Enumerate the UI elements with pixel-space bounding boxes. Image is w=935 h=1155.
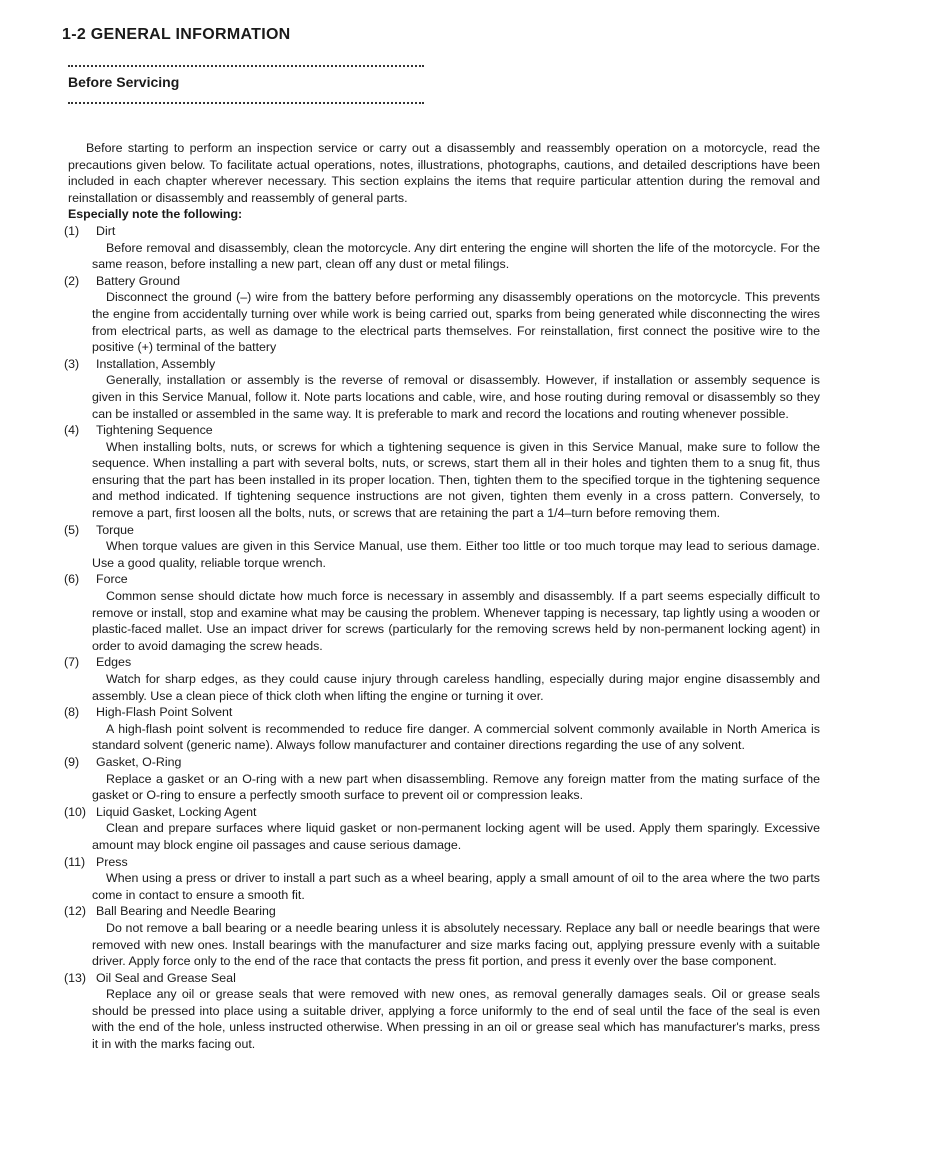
item-number: (5) [64,522,80,537]
item-number: (6) [64,572,80,587]
item-heading: Installation, Assembly [96,356,216,371]
item-title [62,273,820,290]
item-body: Disconnect the ground (–) wire from the battery before performing any disassembly operations on the motorcycle. This prevents the engine from accidentally turning over while work is being carried out, sparks from being generated while disconnecting the wires from electrical parts, as well as damage to the electrical parts themselves. For reinstallation, first connect the positive wire to the positive (+) terminal of the battery [92,290,820,355]
item-title [62,804,820,821]
item-heading: Battery Ground [96,273,181,288]
item-number: (11) [64,854,86,869]
note-heading: Especially note the following: [68,207,243,222]
item-heading: Oil Seal and Grease Seal [96,970,236,985]
item-title [62,654,820,671]
item-title [62,854,820,871]
item-heading: Dirt [96,223,116,238]
list-item [62,704,820,754]
item-heading: Force [96,572,128,587]
list-item [62,854,820,904]
item-body: Do not remove a ball bearing or a needle bearing unless it is absolutely necessary. Replace any ball or needle bearings that were removed with new ones. Install bearings with the manufacturer and size marks facing out, applying pressure evenly with a suitable driver. Apply force only to the end of the race that contacts the press fit portion, and press it evenly over the base component. [92,920,820,969]
list-item [62,654,820,704]
item-title [62,571,820,588]
list-item [62,273,820,356]
main-content [62,140,820,1053]
item-heading: Ball Bearing and Needle Bearing [96,904,276,919]
list-item [62,970,820,1053]
item-number: (7) [64,655,80,670]
dotted-rule-bottom [68,102,424,104]
item-heading: Press [96,854,128,869]
item-number: (12) [64,904,87,919]
item-heading: Edges [96,655,132,670]
item-title [62,223,820,240]
item-number: (8) [64,705,80,720]
item-number: (1) [64,223,80,238]
item-body: Watch for sharp edges, as they could cause injury through careless handling, especially during major engine disassembly and assembly. Use a clean piece of thick cloth when lifting the engine or turning it over. [92,672,820,703]
item-body: A high-flash point solvent is recommended to reduce fire danger. A commercial solvent commonly available in North America is standard solvent (generic name). Always follow manufacturer and container directions regarding the use of any solvent. [92,721,820,753]
list-item [62,754,820,804]
item-heading: Tightening Sequence [96,423,213,438]
item-body: When torque values are given in this Service Manual, use them. Either too little or too much torque may lead to serious damage. Use a good quality, reliable torque wrench. [92,539,820,570]
item-body: When installing bolts, nuts, or screws for which a tightening sequence is given in this Service Manual, make sure to follow the sequence. When installing a part with several bolts, nuts, or screws, start them all in their holes and tighten them to a snug fit, thus ensuring that the part has been installed in its proper location. Then, tighten them to the specified torque in the tightening sequence and method indicated. If tightening sequence instructions are not given, tighten them evenly in a cross pattern. Conversely, to remove a part, first loosen all the bolts, nuts, or screws that are retaining the part a 1/4–turn before removing them. [92,439,820,521]
item-title [62,522,820,539]
item-body: Before removal and disassembly, clean the motorcycle. Any dirt entering the engine will shorten the life of the motorcycle. For the same reason, before installing a new part, clean off any dust or metal filings. [92,240,820,272]
list-item [62,804,820,854]
list-item [62,571,820,654]
list-item [62,356,820,422]
item-number: (2) [64,273,80,288]
list-item [62,223,820,273]
intro-paragraph: Before starting to perform an inspection service or carry out a disassembly and reassembly operation on a motorcycle, read the precautions given below. To facilitate actual operations, notes, illustrations, photographs, cautions, and detailed descriptions have been included in each chapter wherever necessary. This section explains the items that require particular attention during the removal and reinstallation or disassembly and reassembly of general parts. [68,141,820,205]
item-heading: High-Flash Point Solvent [96,705,233,720]
item-title [62,754,820,771]
item-title [62,903,820,920]
section-title: Before Servicing [68,74,180,90]
item-body: Common sense should dictate how much force is necessary in assembly and disassembly. If a part seems especially difficult to remove or install, stop and examine what may be causing the problem. Whenever tapping is necessary, tap lightly using a wooden or plastic-faced mallet. Use an impact driver for screws (particularly for the removing screws held by non-permanent locking agent) in order to avoid damaging the screw heads. [92,589,820,653]
item-title [62,422,820,439]
item-body: Replace a gasket or an O-ring with a new part when disassembling. Remove any foreign matter from the mating surface of the gasket or O-ring to ensure a perfectly smooth surface to prevent oil or compression leaks. [92,771,820,803]
item-title [62,704,820,721]
item-number: (4) [64,423,80,438]
item-title [62,970,820,987]
item-heading: Liquid Gasket, Locking Agent [96,804,257,819]
page-header: 1-2 GENERAL INFORMATION [62,26,291,43]
list-item [62,903,820,969]
item-body: Generally, installation or assembly is the reverse of removal or disassembly. However, if installation or assembly sequence is given in this Service Manual, follow it. Note parts locations and cable, wire, and hose routing during removal or disassembly so they can be installed or assembled in the same way. It is preferable to mark and record the locations and routing whenever possible. [92,373,820,421]
item-number: (13) [64,970,87,985]
dotted-rule-top [68,65,424,67]
item-body: Clean and prepare surfaces where liquid gasket or non-permanent locking agent will be used. Apply them sparingly. Excessive amount may block engine oil passages and cause serious damage. [92,821,820,852]
item-heading: Torque [96,522,134,537]
item-heading: Gasket, O-Ring [96,754,182,769]
item-number: (3) [64,356,80,371]
item-title [62,356,820,373]
list-item [62,422,820,522]
item-body: When using a press or driver to install a part such as a wheel bearing, apply a small amount of oil to the area where the two parts come in contact to ensure a smooth fit. [92,871,820,902]
item-body: Replace any oil or grease seals that were removed with new ones, as removal generally damages seals. Oil or grease seals should be pressed into place using a suitable driver, applying a force uniformly to the end of seal until the face of the seal is even with the end of the hole, unless instructed otherwise. When pressing in an oil or grease seal which has manufacturer's marks, press it in with the marks facing out. [92,987,820,1052]
item-number: (9) [64,754,80,769]
list-item [62,522,820,572]
item-number: (10) [64,804,87,819]
